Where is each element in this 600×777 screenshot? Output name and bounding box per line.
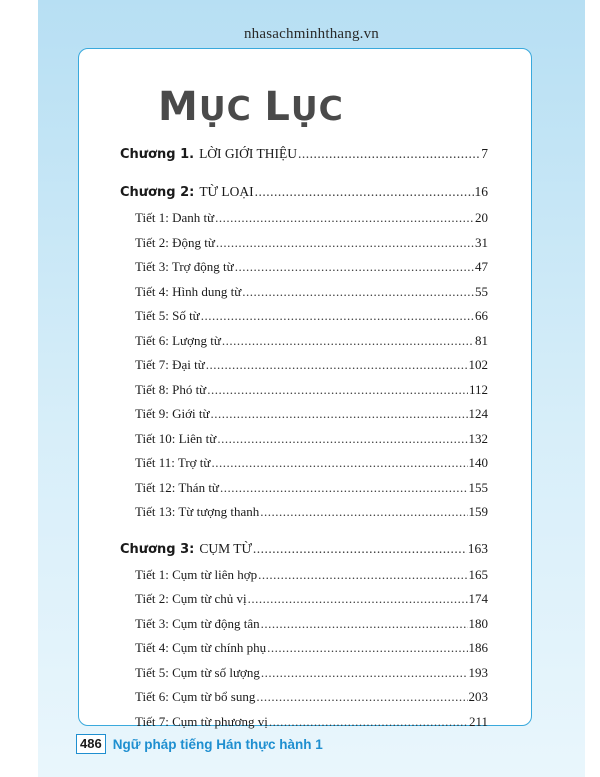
dot-leader	[256, 689, 467, 705]
entry-label: Tiết 4: Hình dung từ	[135, 283, 242, 299]
entry-page: 132	[468, 430, 488, 446]
dot-leader	[260, 504, 467, 520]
dot-leader	[267, 640, 467, 656]
entry-page: 102	[468, 357, 488, 372]
entry-label: Tiết 9: Giới từ	[135, 406, 210, 421]
entry-label: Tiết 2: Cụm từ chủ vị	[135, 591, 247, 606]
dot-leader	[248, 591, 468, 607]
chapter-prefix: Chương 1.	[120, 147, 195, 162]
dot-leader	[206, 357, 468, 373]
entry-page: 124	[468, 406, 488, 421]
toc-entry[interactable]	[120, 480, 488, 505]
toc-entry[interactable]	[120, 616, 488, 641]
entry-label: Tiết 5: Cụm từ số lượng	[135, 664, 260, 680]
dot-leader	[255, 184, 474, 200]
dot-leader	[215, 210, 474, 226]
toc-chapter-2[interactable]	[120, 184, 488, 210]
entry-page: 203	[468, 689, 488, 704]
book-title: Ngữ pháp tiếng Hán thực hành 1	[112, 736, 323, 752]
entry-page: 140	[468, 455, 488, 470]
dot-leader	[220, 480, 468, 496]
entry-label: Tiết 13: Từ tượng thanh	[135, 504, 260, 519]
entry-page: 180	[468, 615, 488, 631]
entry-label: Tiết 4: Cụm từ chính phụ	[135, 640, 267, 655]
toc-chapter-3[interactable]	[120, 541, 488, 567]
chapter-title: TỪ LOẠI	[199, 184, 254, 199]
entry-page: 193	[468, 664, 488, 680]
entry-page: 159	[468, 504, 488, 519]
toc-entry[interactable]	[120, 567, 488, 592]
entry-label: Tiết 3: Cụm từ động tân	[135, 615, 260, 631]
page-footer	[76, 733, 323, 755]
chapter-prefix: Chương 3:	[120, 541, 195, 557]
entry-page: 31	[475, 234, 488, 250]
toc-entry[interactable]	[120, 284, 488, 309]
toc-entry[interactable]	[120, 591, 488, 616]
dot-leader	[211, 455, 467, 471]
page-title	[158, 84, 344, 130]
dot-leader	[261, 665, 468, 681]
toc-entry[interactable]	[120, 308, 488, 333]
entry-page: 186	[468, 640, 488, 655]
toc-entry[interactable]	[120, 665, 488, 690]
entry-label: Tiết 1: Cụm từ liên hợp	[135, 566, 258, 582]
title-part-1: ỤC	[198, 89, 265, 128]
entry-label: Tiết 2: Động từ	[135, 234, 215, 250]
chapter-page: 163	[467, 540, 488, 556]
chapter-title: CỤM TỪ	[199, 540, 252, 556]
dot-leader	[217, 431, 467, 447]
entry-label: Tiết 3: Trợ động từ	[135, 259, 234, 274]
table-of-contents	[120, 146, 488, 738]
entry-page: 112	[468, 381, 488, 397]
toc-entry[interactable]	[120, 504, 488, 529]
entry-label: Tiết 5: Số từ	[135, 308, 200, 323]
dot-leader	[242, 284, 474, 300]
section-gap	[120, 529, 488, 541]
toc-entry[interactable]	[120, 431, 488, 456]
toc-entry[interactable]	[120, 357, 488, 382]
toc-entry[interactable]	[120, 235, 488, 260]
entry-page: 174	[468, 591, 488, 606]
dot-leader	[298, 146, 480, 162]
toc-entry[interactable]	[120, 382, 488, 407]
dot-leader	[201, 308, 474, 324]
chapter-page: 16	[474, 184, 488, 199]
dot-leader	[216, 235, 474, 251]
dot-leader	[222, 333, 474, 349]
dot-leader	[253, 541, 467, 557]
dot-leader	[258, 567, 467, 583]
section-gap	[120, 172, 488, 184]
entry-page: 66	[475, 308, 488, 323]
entry-label: Tiết 1: Danh từ	[135, 210, 215, 225]
title-letter-l: L	[264, 84, 291, 130]
toc-entry[interactable]	[120, 210, 488, 235]
chapter-page: 7	[481, 146, 488, 161]
entry-page: 55	[475, 283, 488, 299]
entry-page: 165	[468, 566, 488, 582]
dot-leader	[269, 714, 468, 730]
entry-page: 211	[468, 713, 488, 729]
toc-chapter-1[interactable]	[120, 146, 488, 172]
dot-leader	[261, 616, 468, 632]
dot-leader	[235, 259, 474, 275]
entry-label: Tiết 12: Thán từ	[135, 479, 219, 495]
entry-page: 20	[475, 210, 488, 225]
site-url: nhasachminhthang.vn	[243, 26, 380, 42]
entry-page: 155	[468, 479, 488, 495]
entry-label: Tiết 8: Phó từ	[135, 381, 207, 397]
toc-entry[interactable]	[120, 640, 488, 665]
title-letter-m: M	[158, 84, 199, 130]
dot-leader	[210, 406, 467, 422]
dot-leader	[207, 382, 468, 398]
entry-page: 47	[475, 259, 488, 274]
entry-label: Tiết 6: Lượng từ	[135, 332, 221, 348]
page-number: 486	[76, 734, 106, 754]
toc-entry[interactable]	[120, 406, 488, 431]
entry-page: 81	[475, 332, 488, 348]
entry-label: Tiết 11: Trợ từ	[135, 455, 211, 470]
toc-entry[interactable]	[120, 455, 488, 480]
chapter-prefix: Chương 2:	[120, 185, 195, 200]
chapter-title: LỜI GIỚI THIỆU	[199, 146, 298, 161]
entry-label: Tiết 10: Liên từ	[135, 430, 217, 446]
entry-label: Tiết 7: Đại từ	[135, 357, 205, 372]
title-part-2: ỤC	[290, 89, 344, 128]
toc-entry[interactable]	[120, 333, 488, 358]
entry-label: Tiết 6: Cụm từ bổ sung	[135, 689, 256, 704]
toc-entry[interactable]	[120, 689, 488, 714]
toc-entry[interactable]	[120, 259, 488, 284]
entry-label: Tiết 7: Cụm từ phương vị	[135, 713, 268, 729]
